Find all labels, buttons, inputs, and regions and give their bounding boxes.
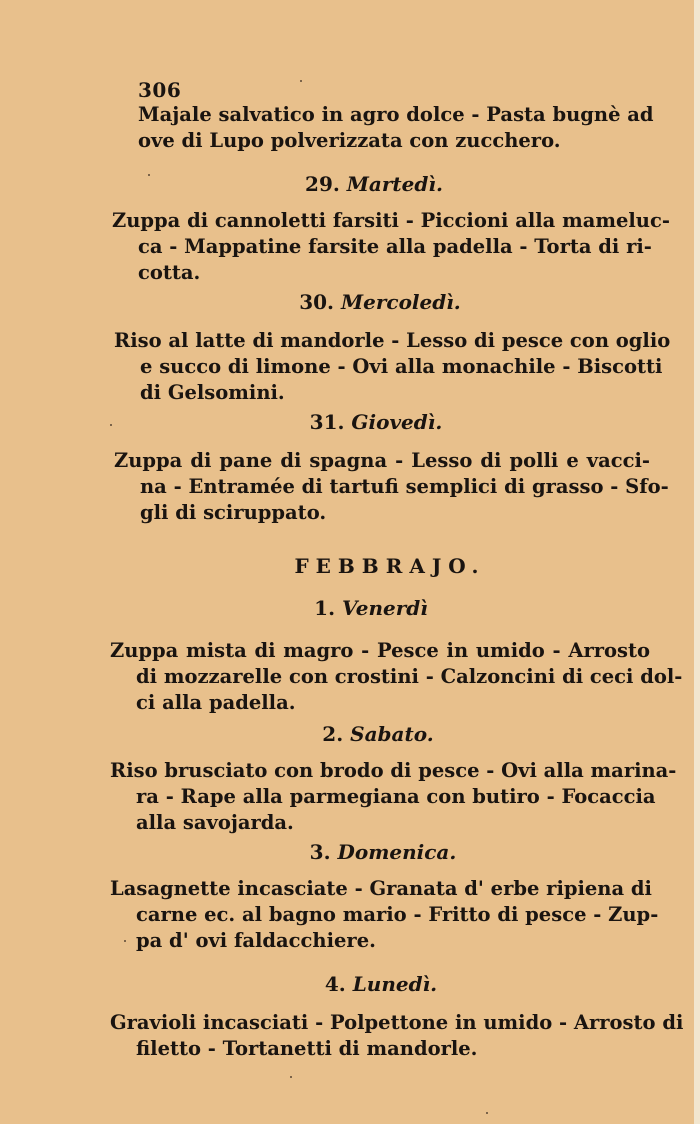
menu-paragraph xyxy=(114,448,669,526)
day-name: Giovedì. xyxy=(351,410,443,434)
day-number: 3. xyxy=(309,840,331,864)
scan-speck xyxy=(124,940,126,942)
text-line: gli di sciruppato. xyxy=(140,501,327,524)
page-number: 306 xyxy=(138,78,182,102)
scan-speck xyxy=(290,1076,292,1078)
text-line: Zuppa di cannoletti farsiti - Piccioni alla mameluc- xyxy=(112,209,670,232)
text-line: cotta. xyxy=(138,261,201,284)
text-line: di mozzarelle con crostini - Calzoncini di ceci dol- xyxy=(136,665,683,688)
day-number: 1. xyxy=(314,596,336,620)
day-heading xyxy=(0,972,700,996)
text-line: Riso brusciato con brodo di pesce - Ovi alla marina- xyxy=(110,759,677,782)
day-number: 29. xyxy=(305,172,340,196)
scan-speck xyxy=(300,80,302,82)
text-line: pa d' ovi faldacchiere. xyxy=(136,929,376,952)
text-line: ove di Lupo polverizzata con zucchero. xyxy=(138,129,561,152)
text-line: Zuppa di pane di spagna - Lesso di polli e vacci- xyxy=(114,449,650,472)
menu-paragraph xyxy=(110,1010,684,1062)
day-heading xyxy=(0,722,700,746)
menu-paragraph xyxy=(110,876,659,954)
text-line: carne ec. al bagno mario - Fritto di pesce - Zup- xyxy=(136,903,659,926)
scan-speck xyxy=(110,424,112,426)
text-line: filetto - Tortanetti di mandorle. xyxy=(136,1037,478,1060)
day-heading xyxy=(0,596,700,620)
day-name: Venerdì xyxy=(342,596,428,620)
text-line: Zuppa mista di magro - Pesce in umido - Arrosto xyxy=(110,639,650,662)
menu-paragraph xyxy=(110,638,683,716)
day-name: Sabato. xyxy=(350,722,434,746)
menu-paragraph xyxy=(138,102,654,154)
day-name: Domenica. xyxy=(337,840,457,864)
day-heading xyxy=(0,840,700,864)
text-line: alla savojarda. xyxy=(136,811,294,834)
menu-paragraph xyxy=(110,758,677,836)
text-line: Lasagnette incasciate - Granata d' erbe ripiena di xyxy=(110,877,652,900)
scan-speck xyxy=(486,1112,488,1114)
day-name: Lunedì. xyxy=(352,972,438,996)
day-heading xyxy=(0,172,700,196)
text-line: na - Entramée di tartufi semplici di grasso - Sfo- xyxy=(140,475,669,498)
scan-speck xyxy=(148,174,150,176)
day-name: Mercoledì. xyxy=(340,290,461,314)
text-line: Majale salvatico in agro dolce - Pasta bugnè ad xyxy=(138,103,654,126)
text-line: di Gelsomini. xyxy=(140,381,285,404)
text-line: Gravioli incasciati - Polpettone in umido - Arrosto di xyxy=(110,1011,684,1034)
day-number: 31. xyxy=(309,410,345,434)
text-line: e succo di limone - Ovi alla monachile - Biscotti xyxy=(140,355,663,378)
menu-paragraph xyxy=(112,208,670,286)
day-heading xyxy=(0,290,700,314)
text-line: Riso al latte di mandorle - Lesso di pesce con oglio xyxy=(114,329,671,352)
day-number: 4. xyxy=(324,972,346,996)
day-heading xyxy=(0,410,700,434)
month-heading: FEBBRAJO. xyxy=(294,554,486,578)
text-line: ca - Mappatine farsite alla padella - Torta di ri- xyxy=(138,235,652,258)
text-line: ci alla padella. xyxy=(136,691,296,714)
day-number: 2. xyxy=(322,722,344,746)
day-name: Martedì. xyxy=(346,172,443,196)
text-line: ra - Rape alla parmegiana con butiro - Focaccia xyxy=(136,785,656,808)
day-number: 30. xyxy=(299,290,335,314)
menu-paragraph xyxy=(114,328,671,406)
